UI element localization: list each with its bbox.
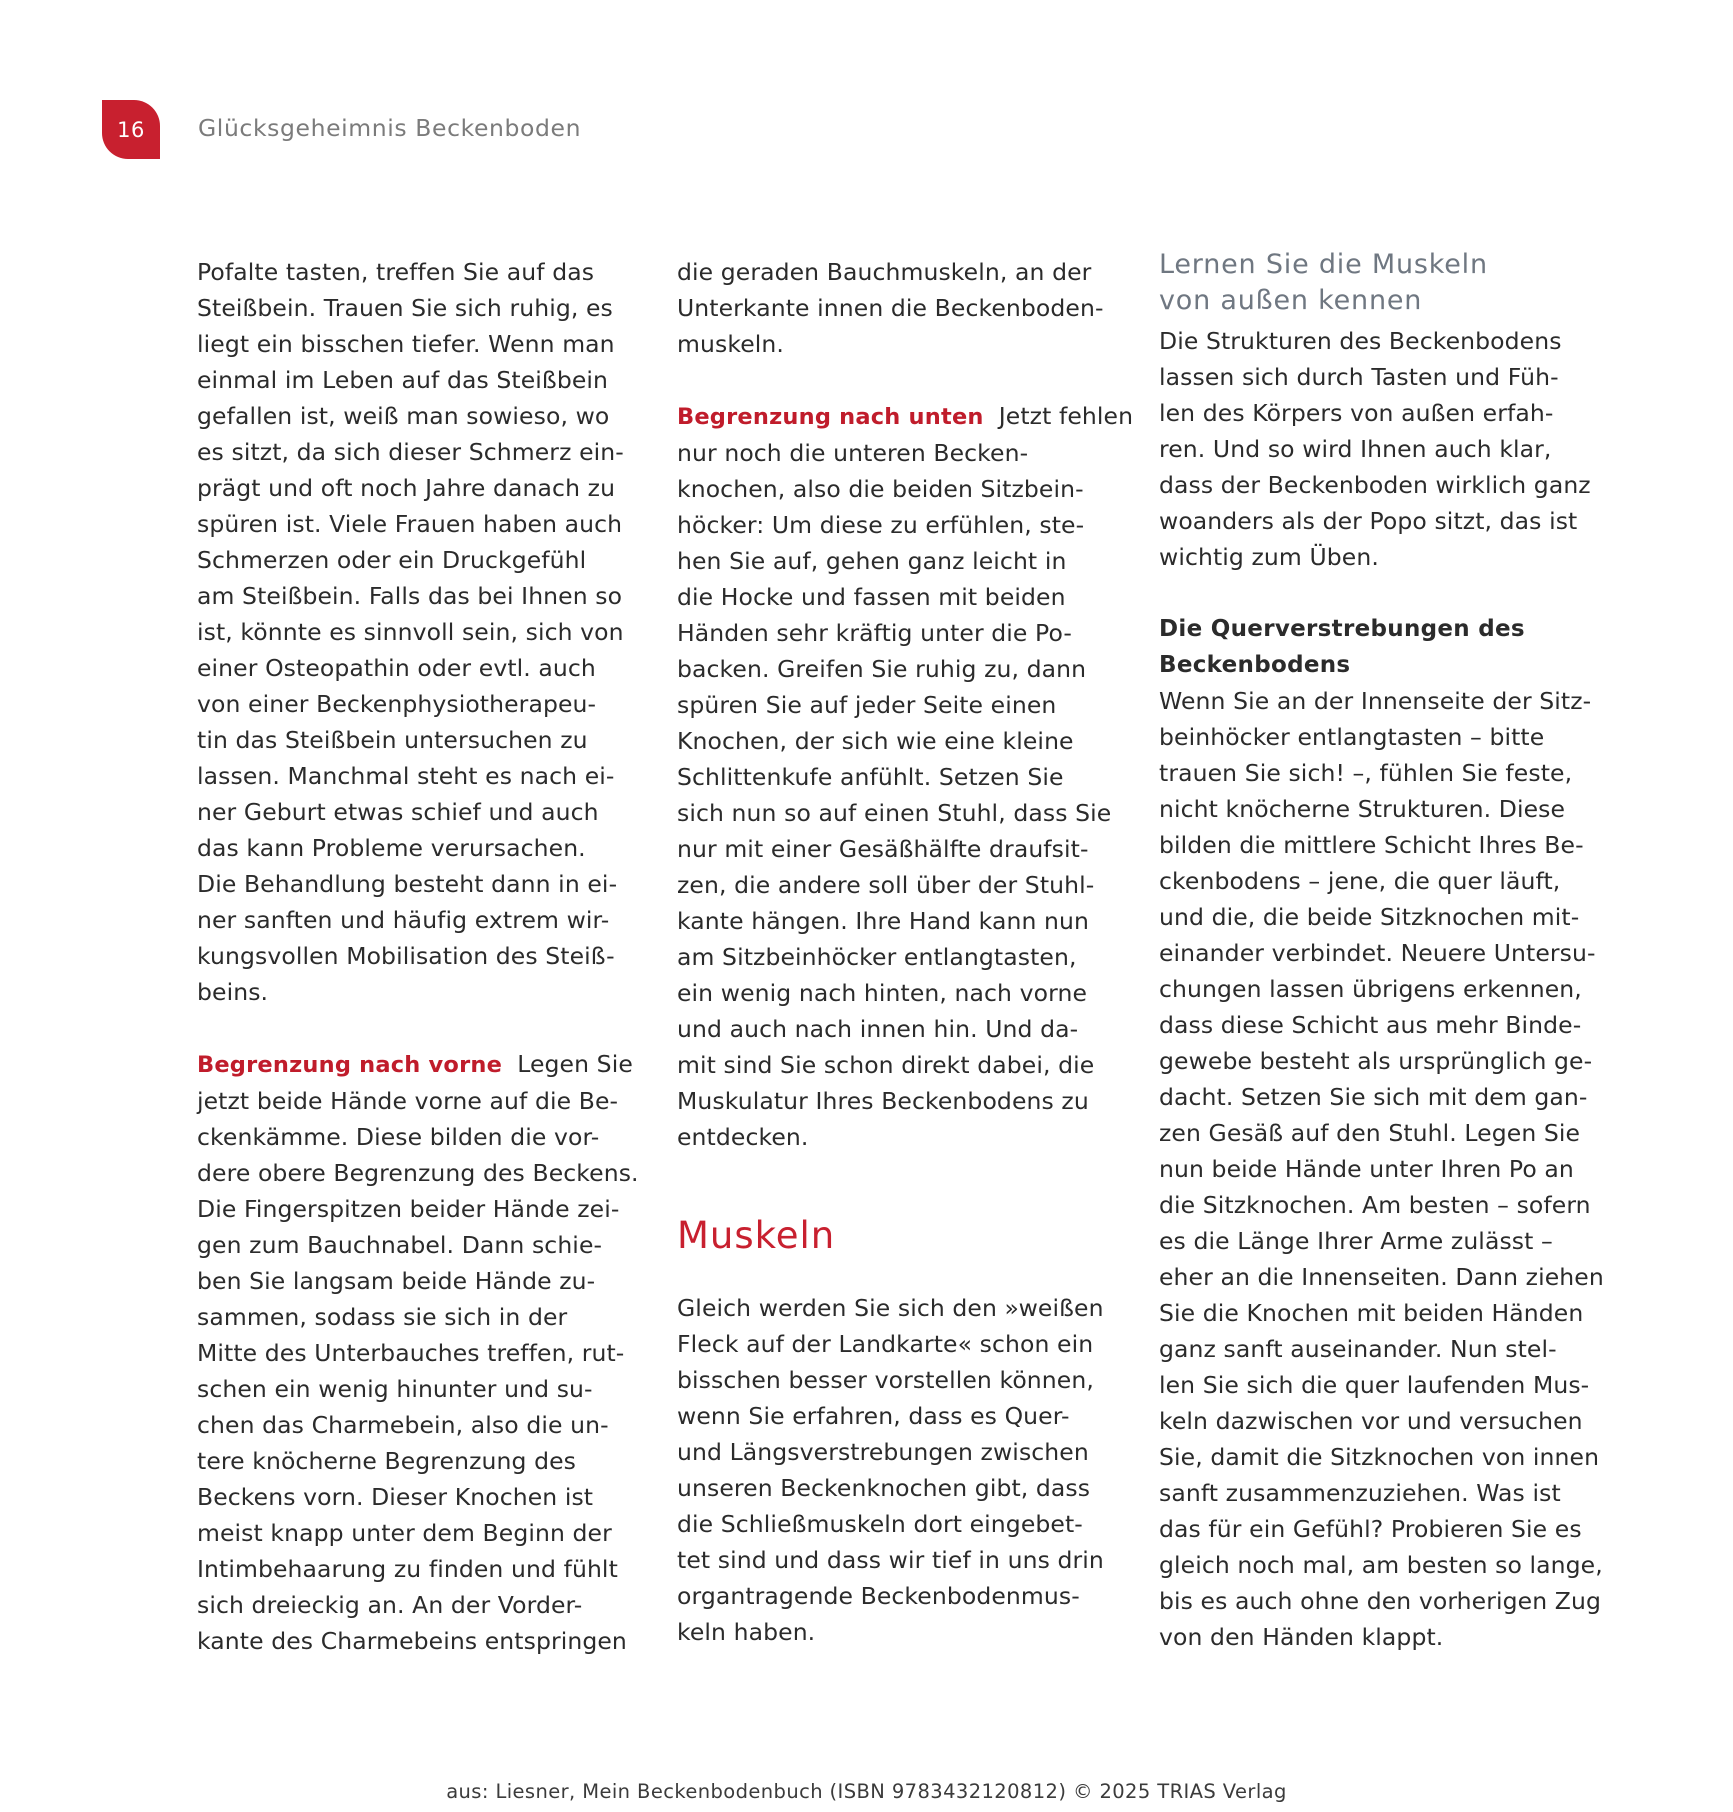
copyright-footer: aus: Liesner, Mein Beckenbodenbuch (ISBN 9783432120812) © 2025 TRIAS Verlag	[446, 1780, 1287, 1803]
text-begrenzung-unten: Jetzt fehlen nur noch die unteren Becken- knochen, also die beiden Sitzbein- höcker: Um diese zu erfühlen, ste- hen Sie auf, gehen ganz leicht in die Hocke und fassen mit beiden Händen sehr kräftig unter die Po- backen. Greifen Sie ruhig zu, dann spüren Sie auf jeder Seite einen Knochen, der sich wie eine kleine Schlittenkufe anfühlt. Setzen Sie sich nun so auf einen Stuhl, dass Sie nur mit einer Gesäßhälfte draufsit- zen, die andere soll über der Stuhl- kante hängen. Ihre Hand kann nun am Sitzbeinhöcker entlangtasten, ein wenig nach hinten, nach vorne und auch nach innen hin. Und da- mit sind Sie schon direkt dabei, die Muskulatur Ihres Beckenbodens zu entdecken.	[677, 402, 1134, 1151]
text-column-left	[197, 254, 647, 1659]
paragraph-steissbein: Pofalte tasten, treffen Sie auf das Steißbein. Trauen Sie sich ruhig, es liegt ein bisschen tiefer. Wenn man einmal im Leben auf das Steißbein gefallen ist, weiß man sowieso, wo es sitzt, da sich dieser Schmerz ein- prägt und oft noch Jahre danach zu spüren ist. Viele Frauen haben auch Schmerzen oder ein Druckgefühl am Steißbein. Falls das bei Ihnen so ist, könnte es sinnvoll sein, sich von einer Osteopathin oder evtl. auch von einer Beckenphysiotherapeu- tin das Steißbein untersuchen zu lassen. Manchmal steht es nach ei- ner Geburt etwas schief und auch das kann Probleme verursachen. Die Behandlung besteht dann in ei- ner sanften und häufig extrem wir- kungsvollen Mobilisation des Steiß- beins.	[197, 258, 624, 1006]
page-number-badge	[102, 100, 160, 159]
text-column-right	[1159, 247, 1609, 1655]
paragraph-begrenzung-vorne	[197, 1046, 647, 1659]
running-title: Glücksgeheimnis Beckenboden	[198, 114, 582, 142]
lead-in-begrenzung-unten: Begrenzung nach unten	[677, 404, 984, 430]
page-number: 16	[117, 117, 145, 142]
paragraph-strukturen: Die Strukturen des Beckenbodens lassen sich durch Tasten und Füh- len des Körpers von außen erfah- ren. Und so wird Ihnen auch klar, dass der Beckenboden wirklich ganz woanders als der Popo sitzt, das ist wichtig zum Üben.	[1159, 327, 1591, 571]
paragraph-querverstrebungen: Wenn Sie an der Innenseite der Sitz- beinhöcker entlangtasten – bitte trauen Sie sich! –, fühlen Sie feste, nicht knöcherne Strukturen. Diese bilden die mittlere Schicht Ihres Be- ckenbodens – jene, die quer läuft, und die, die beide Sitzknochen mit- einander verbindet. Neuere Untersu- chungen lassen übrigens erkennen, dass diese Schicht aus mehr Binde- gewebe besteht als ursprünglich ge- dacht. Setzen Sie sich mit dem gan- zen Gesäß auf den Stuhl. Legen Sie nun beide Hände unter Ihren Po an die Sitzknochen. Am besten – sofern es die Länge Ihrer Arme zulässt – eher an die Innenseiten. Dann ziehen Sie die Knochen mit beiden Händen ganz sanft auseinander. Nun stel- len Sie sich die quer laufenden Mus- keln dazwischen vor und versuchen Sie, damit die Sitzknochen von innen sanft zusammenzuziehen. Was ist das für ein Gefühl? Probieren Sie es gleich noch mal, am besten so lange, bis es auch ohne den vorherigen Zug von den Händen klappt.	[1159, 687, 1604, 1651]
text-column-middle	[677, 254, 1134, 1650]
paragraph-muskeln: Gleich werden Sie sich den »weißen Fleck auf der Landkarte« schon ein bisschen besser vorstellen können, wenn Sie erfahren, dass es Quer- und Längsverstrebungen zwischen unseren Beckenknochen gibt, dass die Schließmuskeln dort eingebet- tet sind und dass wir tief in uns drin organtragende Beckenbodenmus- keln haben.	[677, 1294, 1104, 1646]
lead-in-begrenzung-vorne: Begrenzung nach vorne	[197, 1052, 503, 1078]
paragraph-bauchmuskeln: die geraden Bauchmuskeln, an der Unterkante innen die Beckenboden- muskeln.	[677, 258, 1104, 358]
text-begrenzung-vorne: Legen Sie jetzt beide Hände vorne auf die Be- ckenkämme. Diese bilden die vor- dere obere Begrenzung des Beckens. Die Fingerspitzen beider Hände zei- gen zum Bauchnabel. Dann schie- ben Sie langsam beide Hände zu- sammen, sodass sie sich in der Mitte des Unterbauches treffen, rut- schen ein wenig hinunter und su- chen das Charmebein, also die un- tere knöcherne Begrenzung des Beckens vorn. Dieser Knochen ist meist knapp unter dem Beginn der Intimbehaarung zu finden und fühlt sich dreieckig an. An der Vorder- kante des Charmebeins entspringen	[197, 1050, 639, 1655]
subheading-muskeln-kennen: Lernen Sie die Muskeln von außen kennen	[1159, 249, 1488, 316]
section-title-muskeln: Muskeln	[677, 1214, 836, 1257]
paragraph-begrenzung-unten	[677, 398, 1134, 1155]
heading-querverstrebungen: Die Querverstrebungen des Beckenbodens	[1159, 616, 1525, 678]
